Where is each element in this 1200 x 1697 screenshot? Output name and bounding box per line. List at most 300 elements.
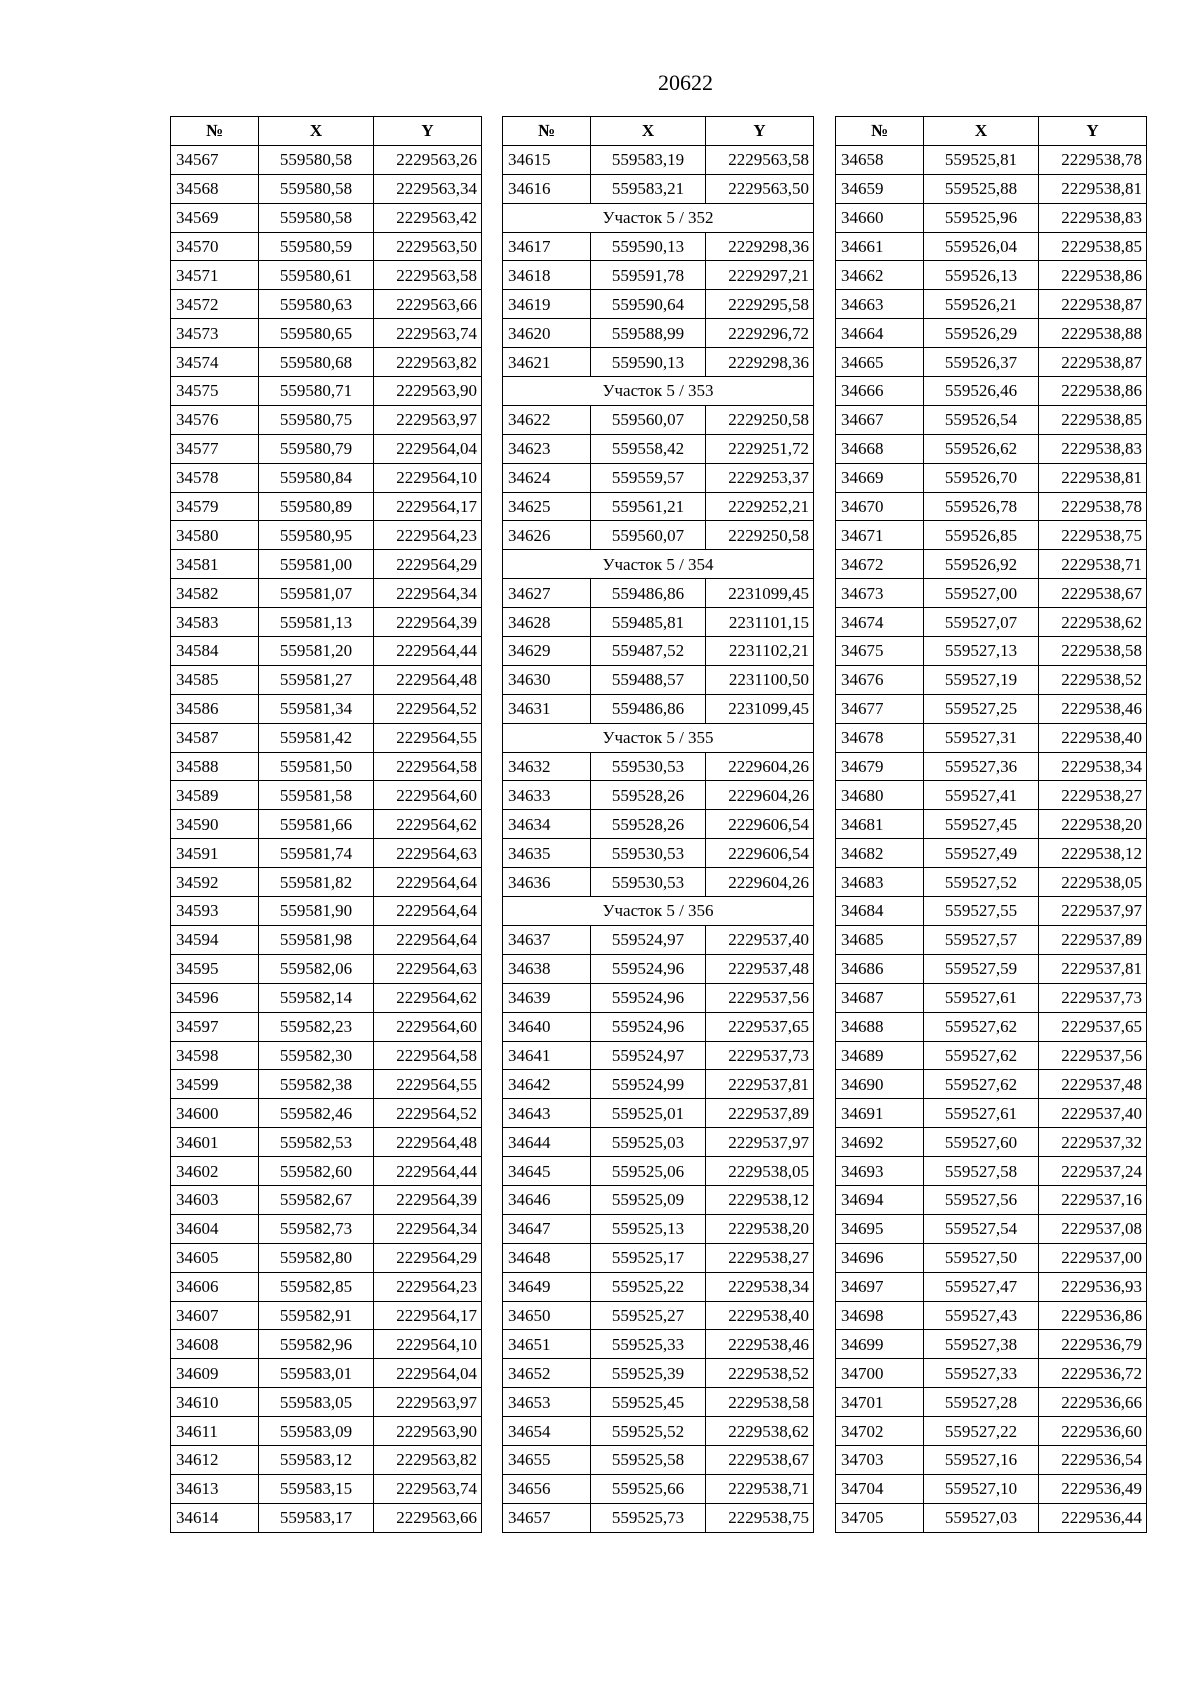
point-number-cell: 34670 [836,492,924,521]
x-coordinate-cell: 559582,80 [259,1243,374,1272]
table-row [171,637,482,666]
point-number-cell: 34626 [503,521,591,550]
table-row [836,1243,1147,1272]
section-title: Участок 5 / 354 [503,550,814,579]
y-coordinate-cell: 2229538,88 [1039,319,1147,348]
table-row [503,1157,814,1186]
table-row [836,145,1147,174]
y-coordinate-cell: 2229564,39 [374,608,482,637]
point-number-cell: 34613 [171,1474,259,1503]
y-coordinate-cell: 2229536,86 [1039,1301,1147,1330]
table-row [503,781,814,810]
table-row [171,1243,482,1272]
coordinates-table-2 [502,116,814,1533]
x-coordinate-cell: 559581,82 [259,868,374,897]
y-coordinate-cell: 2229564,10 [374,1330,482,1359]
table-row [171,868,482,897]
table-row [503,174,814,203]
table-row [503,463,814,492]
table-row [503,925,814,954]
y-coordinate-cell: 2231099,45 [706,694,814,723]
y-coordinate-cell: 2229564,44 [374,1157,482,1186]
x-coordinate-cell: 559581,20 [259,637,374,666]
y-coordinate-cell: 2229538,52 [1039,665,1147,694]
table-row [171,434,482,463]
table-row [503,608,814,637]
table-row [836,174,1147,203]
x-coordinate-cell: 559528,26 [591,810,706,839]
x-coordinate-cell: 559582,85 [259,1272,374,1301]
x-coordinate-cell: 559583,12 [259,1445,374,1474]
y-coordinate-cell: 2229564,10 [374,463,482,492]
table-row [171,723,482,752]
table-row [836,463,1147,492]
point-number-cell: 34577 [171,434,259,463]
x-coordinate-cell: 559524,96 [591,954,706,983]
x-coordinate-cell: 559591,78 [591,261,706,290]
point-number-cell: 34658 [836,145,924,174]
table-row [503,1474,814,1503]
point-number-cell: 34635 [503,839,591,868]
table-row [503,1445,814,1474]
x-coordinate-cell: 559580,58 [259,145,374,174]
point-number-cell: 34695 [836,1214,924,1243]
y-coordinate-cell: 2229536,79 [1039,1330,1147,1359]
x-coordinate-cell: 559559,57 [591,463,706,492]
point-number-cell: 34688 [836,1012,924,1041]
y-coordinate-cell: 2229564,58 [374,752,482,781]
point-number-cell: 34630 [503,665,591,694]
point-number-cell: 34591 [171,839,259,868]
x-coordinate-cell: 559580,71 [259,377,374,406]
point-number-cell: 34600 [171,1099,259,1128]
point-number-cell: 34694 [836,1185,924,1214]
x-coordinate-cell: 559527,43 [924,1301,1039,1330]
y-coordinate-cell: 2229537,56 [1039,1041,1147,1070]
table-row [503,405,814,434]
point-number-cell: 34609 [171,1359,259,1388]
y-coordinate-cell: 2229564,29 [374,1243,482,1272]
y-coordinate-cell: 2229563,50 [374,232,482,261]
y-coordinate-cell: 2229538,83 [1039,434,1147,463]
point-number-cell: 34629 [503,637,591,666]
y-coordinate-cell: 2229564,64 [374,868,482,897]
x-coordinate-cell: 559526,62 [924,434,1039,463]
y-coordinate-cell: 2229250,58 [706,521,814,550]
x-coordinate-cell: 559582,14 [259,983,374,1012]
table-row [171,579,482,608]
table-row [836,1157,1147,1186]
x-coordinate-cell: 559527,49 [924,839,1039,868]
table-row [836,1417,1147,1446]
table-row [836,1128,1147,1157]
y-coordinate-cell: 2229538,58 [1039,637,1147,666]
y-coordinate-cell: 2229564,39 [374,1185,482,1214]
y-coordinate-cell: 2229564,17 [374,1301,482,1330]
y-coordinate-cell: 2229538,78 [1039,492,1147,521]
table-row [836,1185,1147,1214]
table-row [503,1070,814,1099]
x-coordinate-cell: 559558,42 [591,434,706,463]
y-coordinate-cell: 2229564,23 [374,1272,482,1301]
point-number-cell: 34685 [836,925,924,954]
x-coordinate-cell: 559527,07 [924,608,1039,637]
point-number-cell: 34590 [171,810,259,839]
section-row [503,377,814,406]
y-coordinate-cell: 2229538,05 [1039,868,1147,897]
section-row [503,897,814,926]
x-coordinate-cell: 559527,52 [924,868,1039,897]
table-row [171,261,482,290]
table-row [171,839,482,868]
table-row [171,925,482,954]
x-coordinate-cell: 559527,50 [924,1243,1039,1272]
point-number-cell: 34631 [503,694,591,723]
table-row [503,261,814,290]
x-coordinate-cell: 559527,25 [924,694,1039,723]
point-number-cell: 34650 [503,1301,591,1330]
x-coordinate-cell: 559527,00 [924,579,1039,608]
point-number-cell: 34648 [503,1243,591,1272]
point-number-cell: 34659 [836,174,924,203]
point-number-cell: 34668 [836,434,924,463]
point-number-cell: 34576 [171,405,259,434]
x-coordinate-cell: 559580,95 [259,521,374,550]
y-coordinate-cell: 2229538,58 [706,1388,814,1417]
point-number-cell: 34571 [171,261,259,290]
point-number-cell: 34701 [836,1388,924,1417]
y-coordinate-cell: 2229564,23 [374,521,482,550]
point-number-cell: 34633 [503,781,591,810]
y-coordinate-cell: 2229564,29 [374,550,482,579]
y-coordinate-cell: 2229538,34 [706,1272,814,1301]
x-coordinate-cell: 559582,30 [259,1041,374,1070]
y-coordinate-cell: 2229537,73 [706,1041,814,1070]
table-row [503,1214,814,1243]
y-coordinate-cell: 2229538,40 [1039,723,1147,752]
point-number-cell: 34611 [171,1417,259,1446]
point-number-cell: 34573 [171,319,259,348]
x-coordinate-cell: 559580,63 [259,290,374,319]
point-number-cell: 34572 [171,290,259,319]
point-number-cell: 34666 [836,377,924,406]
x-coordinate-cell: 559526,13 [924,261,1039,290]
y-coordinate-cell: 2229297,21 [706,261,814,290]
y-coordinate-cell: 2229537,73 [1039,983,1147,1012]
point-number-cell: 34705 [836,1503,924,1532]
page-number: 20622 [658,70,713,95]
x-coordinate-cell: 559582,96 [259,1330,374,1359]
table-row [503,1012,814,1041]
x-coordinate-cell: 559486,86 [591,579,706,608]
x-coordinate-cell: 559524,96 [591,983,706,1012]
y-coordinate-cell: 2229298,36 [706,232,814,261]
table-row [171,1128,482,1157]
table-row [836,319,1147,348]
y-coordinate-cell: 2229538,71 [1039,550,1147,579]
point-number-cell: 34682 [836,839,924,868]
y-coordinate-cell: 2229564,34 [374,1214,482,1243]
y-coordinate-cell: 2229564,04 [374,1359,482,1388]
y-coordinate-cell: 2229564,34 [374,579,482,608]
y-coordinate-cell: 2229298,36 [706,348,814,377]
x-coordinate-cell: 559527,22 [924,1417,1039,1446]
x-coordinate-cell: 559581,07 [259,579,374,608]
table-row [836,550,1147,579]
table-row [836,637,1147,666]
x-coordinate-cell: 559583,19 [591,145,706,174]
y-coordinate-cell: 2229563,66 [374,1503,482,1532]
point-number-cell: 34568 [171,174,259,203]
point-number-cell: 34656 [503,1474,591,1503]
y-coordinate-cell: 2229252,21 [706,492,814,521]
y-coordinate-cell: 2229538,81 [1039,174,1147,203]
table-row [171,1330,482,1359]
header-x: X [924,117,1039,146]
y-coordinate-cell: 2229563,58 [374,261,482,290]
point-number-cell: 34637 [503,925,591,954]
x-coordinate-cell: 559582,38 [259,1070,374,1099]
x-coordinate-cell: 559524,97 [591,925,706,954]
point-number-cell: 34673 [836,579,924,608]
table-row [836,925,1147,954]
y-coordinate-cell: 2229538,71 [706,1474,814,1503]
x-coordinate-cell: 559581,90 [259,897,374,926]
table-row [836,897,1147,926]
section-title: Участок 5 / 356 [503,897,814,926]
y-coordinate-cell: 2229538,81 [1039,463,1147,492]
x-coordinate-cell: 559526,46 [924,377,1039,406]
point-number-cell: 34697 [836,1272,924,1301]
x-coordinate-cell: 559526,85 [924,521,1039,550]
x-coordinate-cell: 559526,04 [924,232,1039,261]
table-row [503,348,814,377]
y-coordinate-cell: 2229564,17 [374,492,482,521]
point-number-cell: 34663 [836,290,924,319]
x-coordinate-cell: 559526,29 [924,319,1039,348]
table-row [503,1503,814,1532]
point-number-cell: 34575 [171,377,259,406]
y-coordinate-cell: 2229538,52 [706,1359,814,1388]
y-coordinate-cell: 2229563,58 [706,145,814,174]
x-coordinate-cell: 559525,13 [591,1214,706,1243]
x-coordinate-cell: 559582,67 [259,1185,374,1214]
point-number-cell: 34627 [503,579,591,608]
table-row [836,203,1147,232]
section-title: Участок 5 / 352 [503,203,814,232]
x-coordinate-cell: 559582,91 [259,1301,374,1330]
point-number-cell: 34632 [503,752,591,781]
table-row [503,232,814,261]
point-number-cell: 34683 [836,868,924,897]
x-coordinate-cell: 559581,50 [259,752,374,781]
table-row [171,174,482,203]
x-coordinate-cell: 559527,28 [924,1388,1039,1417]
point-number-cell: 34653 [503,1388,591,1417]
y-coordinate-cell: 2229537,24 [1039,1157,1147,1186]
y-coordinate-cell: 2229538,05 [706,1157,814,1186]
x-coordinate-cell: 559530,53 [591,868,706,897]
x-coordinate-cell: 559583,05 [259,1388,374,1417]
point-number-cell: 34607 [171,1301,259,1330]
x-coordinate-cell: 559526,37 [924,348,1039,377]
x-coordinate-cell: 559524,97 [591,1041,706,1070]
y-coordinate-cell: 2229538,62 [1039,608,1147,637]
x-coordinate-cell: 559580,61 [259,261,374,290]
point-number-cell: 34579 [171,492,259,521]
point-number-cell: 34696 [836,1243,924,1272]
table-row [836,1330,1147,1359]
point-number-cell: 34671 [836,521,924,550]
table-row [503,954,814,983]
x-coordinate-cell: 559583,15 [259,1474,374,1503]
x-coordinate-cell: 559581,00 [259,550,374,579]
y-coordinate-cell: 2229537,48 [1039,1070,1147,1099]
table-row [836,405,1147,434]
y-coordinate-cell: 2229536,49 [1039,1474,1147,1503]
point-number-cell: 34595 [171,954,259,983]
point-number-cell: 34651 [503,1330,591,1359]
y-coordinate-cell: 2229538,20 [706,1214,814,1243]
section-title: Участок 5 / 353 [503,377,814,406]
point-number-cell: 34698 [836,1301,924,1330]
x-coordinate-cell: 559527,61 [924,983,1039,1012]
point-number-cell: 34581 [171,550,259,579]
point-number-cell: 34654 [503,1417,591,1446]
y-coordinate-cell: 2229564,60 [374,781,482,810]
table-row [171,492,482,521]
x-coordinate-cell: 559527,62 [924,1070,1039,1099]
point-number-cell: 34646 [503,1185,591,1214]
table-row [171,319,482,348]
x-coordinate-cell: 559525,66 [591,1474,706,1503]
point-number-cell: 34704 [836,1474,924,1503]
x-coordinate-cell: 559527,56 [924,1185,1039,1214]
y-coordinate-cell: 2229537,97 [1039,897,1147,926]
y-coordinate-cell: 2229537,65 [1039,1012,1147,1041]
y-coordinate-cell: 2229604,26 [706,752,814,781]
header-x: X [259,117,374,146]
x-coordinate-cell: 559524,96 [591,1012,706,1041]
table-row [171,1041,482,1070]
y-coordinate-cell: 2229563,82 [374,1445,482,1474]
point-number-cell: 34657 [503,1503,591,1532]
table-row [171,781,482,810]
y-coordinate-cell: 2229604,26 [706,781,814,810]
x-coordinate-cell: 559590,13 [591,232,706,261]
point-number-cell: 34604 [171,1214,259,1243]
point-number-cell: 34598 [171,1041,259,1070]
x-coordinate-cell: 559560,07 [591,405,706,434]
table-row [503,145,814,174]
y-coordinate-cell: 2229564,48 [374,665,482,694]
table-row [836,232,1147,261]
x-coordinate-cell: 559527,33 [924,1359,1039,1388]
point-number-cell: 34645 [503,1157,591,1186]
point-number-cell: 34625 [503,492,591,521]
table-row [836,723,1147,752]
y-coordinate-cell: 2229253,37 [706,463,814,492]
x-coordinate-cell: 559526,78 [924,492,1039,521]
x-coordinate-cell: 559582,06 [259,954,374,983]
x-coordinate-cell: 559487,52 [591,637,706,666]
point-number-cell: 34676 [836,665,924,694]
y-coordinate-cell: 2229250,58 [706,405,814,434]
y-coordinate-cell: 2229563,97 [374,405,482,434]
y-coordinate-cell: 2229536,60 [1039,1417,1147,1446]
x-coordinate-cell: 559527,59 [924,954,1039,983]
table-row [171,810,482,839]
point-number-cell: 34667 [836,405,924,434]
table-row [503,983,814,1012]
table-row [503,1272,814,1301]
x-coordinate-cell: 559583,17 [259,1503,374,1532]
x-coordinate-cell: 559580,68 [259,348,374,377]
table-row [836,492,1147,521]
x-coordinate-cell: 559581,66 [259,810,374,839]
point-number-cell: 34601 [171,1128,259,1157]
y-coordinate-cell: 2229537,97 [706,1128,814,1157]
point-number-cell: 34622 [503,405,591,434]
table-row [836,348,1147,377]
x-coordinate-cell: 559525,39 [591,1359,706,1388]
y-coordinate-cell: 2229296,72 [706,319,814,348]
y-coordinate-cell: 2229564,04 [374,434,482,463]
y-coordinate-cell: 2229538,46 [706,1330,814,1359]
x-coordinate-cell: 559582,23 [259,1012,374,1041]
y-coordinate-cell: 2229564,60 [374,1012,482,1041]
point-number-cell: 34621 [503,348,591,377]
point-number-cell: 34624 [503,463,591,492]
table-row [503,290,814,319]
x-coordinate-cell: 559526,21 [924,290,1039,319]
table-row [503,579,814,608]
y-coordinate-cell: 2229564,55 [374,1070,482,1099]
y-coordinate-cell: 2229538,85 [1039,405,1147,434]
y-coordinate-cell: 2229538,85 [1039,232,1147,261]
point-number-cell: 34569 [171,203,259,232]
point-number-cell: 34638 [503,954,591,983]
table-row [836,377,1147,406]
table-row [836,261,1147,290]
x-coordinate-cell: 559580,84 [259,463,374,492]
point-number-cell: 34640 [503,1012,591,1041]
y-coordinate-cell: 2229563,90 [374,377,482,406]
y-coordinate-cell: 2229537,32 [1039,1128,1147,1157]
point-number-cell: 34574 [171,348,259,377]
y-coordinate-cell: 2229538,12 [706,1185,814,1214]
y-coordinate-cell: 2229538,62 [706,1417,814,1446]
y-coordinate-cell: 2229564,64 [374,925,482,954]
table-row [836,665,1147,694]
x-coordinate-cell: 559527,03 [924,1503,1039,1532]
y-coordinate-cell: 2229537,89 [1039,925,1147,954]
point-number-cell: 34687 [836,983,924,1012]
table-row [171,897,482,926]
y-coordinate-cell: 2229537,40 [1039,1099,1147,1128]
x-coordinate-cell: 559560,07 [591,521,706,550]
y-coordinate-cell: 2229537,81 [1039,954,1147,983]
table-row [836,1301,1147,1330]
point-number-cell: 34677 [836,694,924,723]
y-coordinate-cell: 2231100,50 [706,665,814,694]
table-header-row [171,117,482,146]
table-row [836,1445,1147,1474]
point-number-cell: 34669 [836,463,924,492]
table-row [836,983,1147,1012]
x-coordinate-cell: 559527,38 [924,1330,1039,1359]
point-number-cell: 34618 [503,261,591,290]
